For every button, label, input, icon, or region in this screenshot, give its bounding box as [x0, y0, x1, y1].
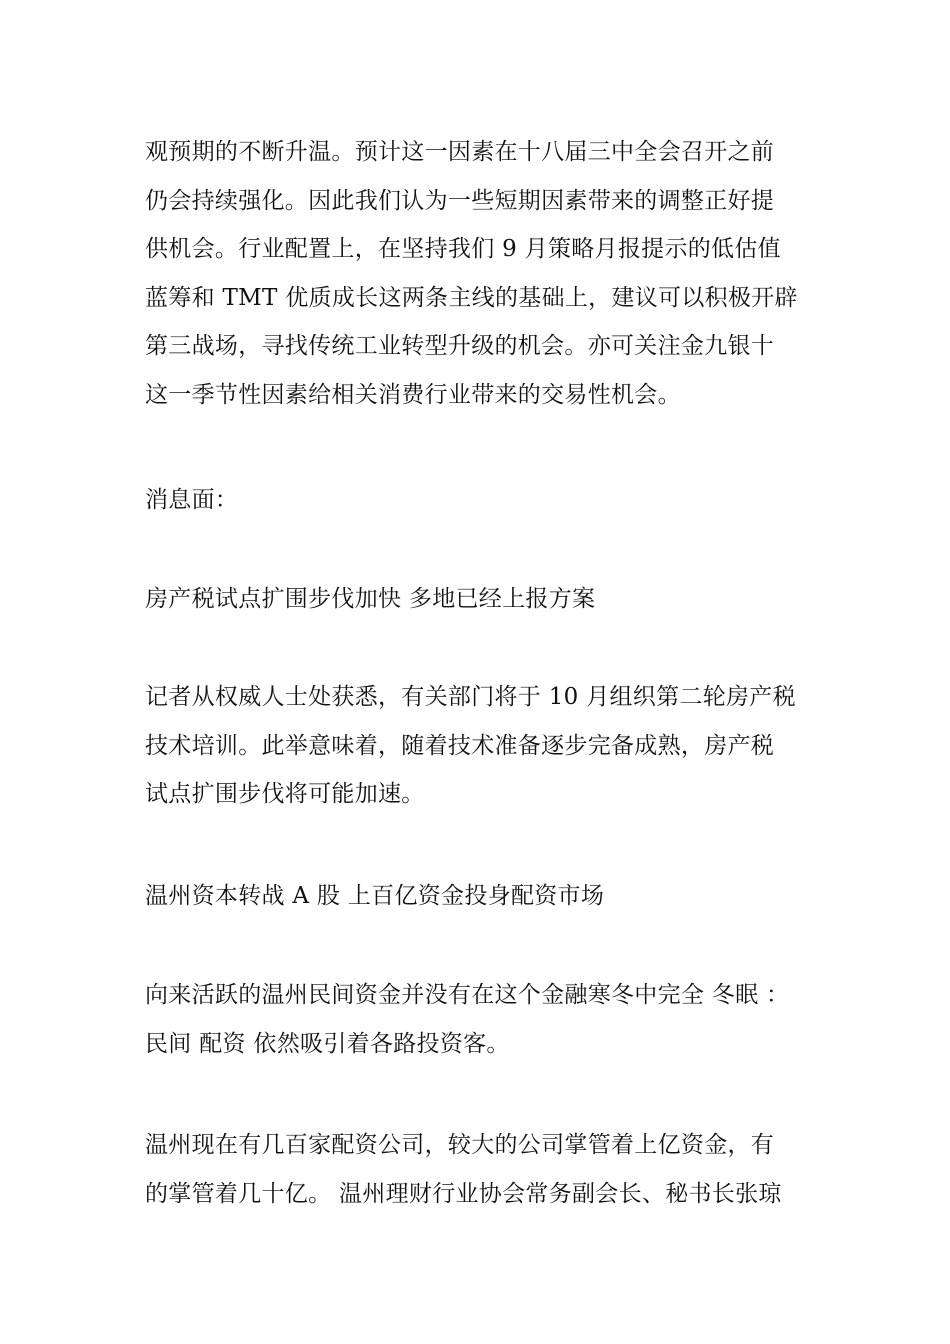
- paragraph-property-tax: [145, 673, 825, 819]
- text-line: 试点扩围步伐将可能加速。: [145, 781, 425, 807]
- text-line: 消息面：: [145, 487, 239, 513]
- paragraph-wenzhou-margin-firms: [145, 1121, 825, 1218]
- section-heading-news: [145, 476, 825, 525]
- news-headline-wenzhou-capital: [145, 872, 825, 921]
- paragraph-market-outlook: [145, 128, 825, 419]
- text-line: 第三战场，寻找传统工业转型升级的机会。亦可关注金九银十: [145, 333, 775, 359]
- text-line: 房产税试点扩围步伐加快 多地已经上报方案: [145, 586, 596, 612]
- text-line: 温州现在有几百家配资公司，较大的公司掌管着上亿资金，有: [145, 1132, 775, 1158]
- text-line: 记者从权威人士处获悉，有关部门将于 10 月组织第二轮房产税: [145, 684, 796, 710]
- text-line: 技术培训。此举意味着，随着技术准备逐步完备成熟，房产税: [145, 732, 775, 759]
- text-line: 供机会。行业配置上，在坚持我们 9 月策略月报提示的低估值: [145, 236, 781, 262]
- text-line: 的掌管着几十亿。 温州理财行业协会常务副会长、秘书长张琼: [145, 1180, 782, 1207]
- text-line: 蓝筹和 TMT 优质成长这两条主线的基础上，建议可以积极开辟: [145, 284, 798, 311]
- text-line: 仍会持续强化。因此我们认为一些短期因素带来的调整正好提: [145, 187, 775, 214]
- news-headline-property-tax: [145, 575, 825, 624]
- paragraph-wenzhou-private-funds: [145, 971, 825, 1068]
- text-line: 温州资本转战 A 股 上百亿资金投身配资市场: [145, 883, 605, 909]
- text-line: 这一季节性因素给相关消费行业带来的交易性机会。: [145, 381, 681, 408]
- text-line: 观预期的不断升温。预计这一因素在十八届三中全会召开之前: [145, 139, 775, 165]
- text-line: 向来活跃的温州民间资金并没有在这个金融寒冬中完全 冬眠 ：: [145, 982, 790, 1008]
- text-line: 民间 配资 依然吸引着各路投资客。: [145, 1030, 510, 1057]
